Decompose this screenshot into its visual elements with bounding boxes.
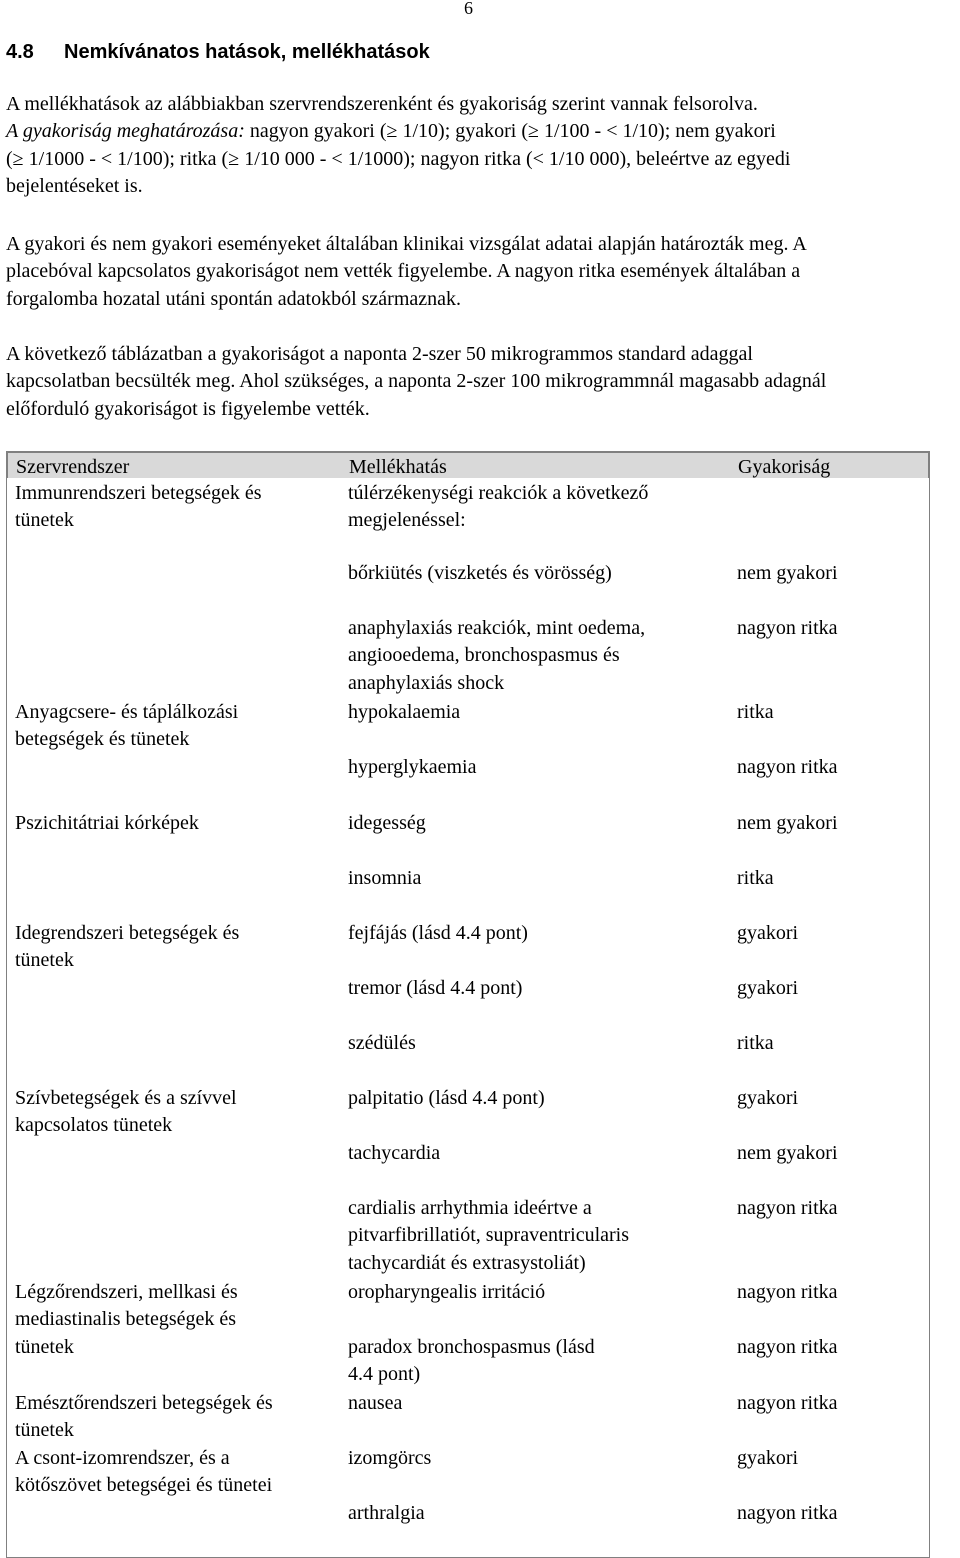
paragraph-line: kapcsolatban becsülték meg. Ahol szükséges, a naponta 2-szer 100 mikrogrammnál magasabb adagnál: [6, 370, 827, 393]
cell-line: kötőszövet betegségei és tünetei: [15, 1474, 273, 1497]
adverse-effect-cell: [348, 1140, 440, 1167]
paragraph-line: forgalomba hozatal utáni spontán adatokból származnak.: [6, 287, 462, 310]
cell-line: betegségek és tünetek: [15, 728, 190, 751]
intro-paragraph: [6, 91, 956, 201]
cell-line: nagyon ritka: [737, 617, 838, 639]
frequency-cell: [737, 920, 798, 947]
cell-line: paradox bronchospasmus (lásd: [348, 1336, 595, 1358]
adverse-effect-cell: [348, 480, 648, 535]
cell-line: cardialis arrhythmia ideértve a: [348, 1197, 592, 1219]
cell-line: ritka: [737, 701, 774, 723]
cell-line: Immunrendszeri betegségek és: [15, 482, 262, 504]
cell-line: kapcsolatos tünetek: [15, 1114, 173, 1137]
cell-line: gyakori: [737, 1087, 799, 1109]
cell-line: tremor (lásd 4.4 pont): [348, 977, 523, 999]
adverse-effect-cell: [348, 754, 476, 781]
cell-line: ritka: [737, 867, 774, 889]
dose-paragraph: [6, 341, 956, 423]
paragraph-line: A következő táblázatban a gyakoriságot a naponta 2-szer 50 mikrogrammos standard adaggal: [6, 343, 753, 365]
adverse-effect-cell: [348, 1030, 416, 1057]
frequency-cell: [737, 1140, 838, 1167]
cell-line: tachycardia: [348, 1142, 441, 1164]
adverse-effect-cell: [348, 615, 645, 697]
cell-line: túlérzékenységi reakciók a következő: [348, 482, 649, 504]
cell-line: bőrkiütés (viszketés és vörösség): [348, 562, 612, 584]
header-organ-system: Szervrendszer: [16, 456, 130, 478]
cell-line: szédülés: [348, 1032, 416, 1054]
adverse-effect-cell: [348, 560, 612, 587]
paragraph-line: A gyakori és nem gyakori eseményeket általában klinikai vizsgálat adatai alapján határozták meg. A: [6, 233, 807, 255]
cell-line: nem gyakori: [737, 562, 838, 584]
cell-line: tünetek: [15, 949, 74, 972]
cell-line: fejfájás (lásd 4.4 pont): [348, 922, 528, 944]
frequency-cell: [737, 754, 838, 781]
cell-line: nem gyakori: [737, 812, 838, 834]
frequency-cell: [737, 1085, 798, 1112]
frequency-cell: [737, 810, 838, 837]
cell-line: Anyagcsere- és táplálkozási: [15, 701, 239, 723]
cell-line: palpitatio (lásd 4.4 pont): [348, 1087, 545, 1109]
cell-line: pitvarfibrillatiót, supraventricularis: [348, 1224, 630, 1247]
intro-line: A mellékhatások az alábbiakban szervrendszerenként és gyakoriság szerint vannak felsorolva.: [6, 93, 758, 115]
adverse-effect-cell: [348, 699, 460, 726]
cell-line: angiooedema, bronchospasmus és: [348, 644, 620, 667]
adverse-effect-cell: [348, 1195, 629, 1277]
cell-line: gyakori: [737, 1447, 799, 1469]
cell-line: Idegrendszeri betegségek és: [15, 922, 240, 944]
cell-line: nausea: [348, 1392, 403, 1414]
cell-line: nagyon ritka: [737, 1502, 838, 1524]
intro-line: (≥ 1/1000 - < 1/100); ritka (≥ 1/10 000 - < 1/1000); nagyon ritka (< 1/10 000), beleértve az egyedi: [6, 147, 791, 170]
cell-line: nagyon ritka: [737, 1281, 838, 1303]
frequency-cell: [737, 1500, 838, 1527]
adverse-effect-cell: [348, 975, 522, 1002]
cell-line: Pszichitátriai kórképek: [15, 812, 199, 834]
frequency-definition-label: A gyakoriság meghatározása:: [6, 120, 245, 143]
adverse-effect-cell: [348, 1279, 545, 1306]
cell-line: anaphylaxiás reakciók, mint oedema,: [348, 617, 646, 639]
cell-line: tünetek: [15, 1335, 74, 1358]
frequency-cell: [737, 699, 774, 726]
cell-line: tünetek: [15, 1419, 74, 1442]
paragraph-line: előforduló gyakoriságot is figyelembe vették.: [6, 397, 370, 420]
cell-line: Emésztőrendszeri betegségek és: [15, 1392, 273, 1414]
adverse-effect-cell: [348, 1390, 402, 1417]
cell-line: nagyon ritka: [737, 1392, 838, 1414]
cell-line: nagyon ritka: [737, 1336, 838, 1358]
cell-line: hyperglykaemia: [348, 756, 477, 778]
cell-line: Légzőrendszeri, mellkasi és: [15, 1281, 238, 1303]
organ-system-cell: [15, 699, 238, 754]
cell-line: nagyon ritka: [737, 1197, 838, 1219]
frequency-cell: [737, 1445, 798, 1472]
cell-line: A csont-izomrendszer, és a: [15, 1447, 230, 1469]
adverse-effect-cell: [348, 1445, 431, 1472]
frequency-cell: [737, 1195, 838, 1222]
frequency-source-paragraph: [6, 231, 956, 313]
cell-line: gyakori: [737, 922, 799, 944]
cell-line: nem gyakori: [737, 1142, 838, 1164]
cell-line: insomnia: [348, 867, 422, 889]
table-header-row: [6, 451, 930, 478]
section-number: 4.8: [6, 41, 34, 63]
frequency-cell: [737, 975, 798, 1002]
organ-system-cell: [15, 810, 199, 837]
cell-line: arthralgia: [348, 1502, 425, 1524]
cell-line: idegesség: [348, 812, 426, 834]
cell-line: Szívbetegségek és a szívvel: [15, 1087, 237, 1109]
cell-line: 4.4 pont): [348, 1363, 421, 1386]
frequency-cell: [737, 1030, 774, 1057]
frequency-cell: [737, 615, 838, 642]
adverse-effect-cell: [348, 1085, 545, 1112]
frequency-cell: [737, 560, 838, 587]
page-number: 6: [464, 0, 473, 18]
frequency-cell: [737, 1390, 838, 1417]
header-frequency: Gyakoriság: [738, 456, 831, 478]
organ-system-cell: [15, 480, 262, 535]
organ-system-cell: [15, 1445, 272, 1500]
cell-line: ritka: [737, 1032, 774, 1054]
cell-line: hypokalaemia: [348, 701, 461, 723]
cell-line: nagyon ritka: [737, 756, 838, 778]
cell-line: mediastinalis betegségek és: [15, 1308, 237, 1331]
paragraph-line: placebóval kapcsolatos gyakoriságot nem vették figyelembe. A nagyon ritka események általában a: [6, 260, 801, 283]
section-heading: [6, 40, 430, 64]
cell-line: tachycardiát és extrasystoliát): [348, 1251, 586, 1274]
frequency-cell: [737, 1279, 838, 1306]
organ-system-cell: [15, 1390, 273, 1445]
adverse-effect-cell: [348, 1334, 595, 1389]
cell-line: megjelenéssel:: [348, 509, 466, 532]
frequency-definition: nagyon gyakori (≥ 1/10); gyakori (≥ 1/100 - < 1/10); nem gyakori: [244, 120, 776, 143]
frequency-cell: [737, 1334, 838, 1361]
adverse-effects-table: [6, 451, 930, 1558]
adverse-effect-cell: [348, 810, 426, 837]
intro-line: bejelentéseket is.: [6, 175, 143, 198]
organ-system-cell: [15, 1279, 238, 1361]
section-title: Nemkívánatos hatások, mellékhatások: [64, 41, 430, 63]
intro-line: [6, 118, 956, 145]
cell-line: anaphylaxiás shock: [348, 671, 505, 694]
organ-system-cell: [15, 1085, 237, 1140]
cell-line: tünetek: [15, 509, 74, 532]
frequency-cell: [737, 865, 774, 892]
cell-line: oropharyngealis irritáció: [348, 1281, 546, 1303]
table-body: [6, 478, 930, 1558]
organ-system-cell: [15, 920, 239, 975]
adverse-effect-cell: [348, 1500, 425, 1527]
cell-line: gyakori: [737, 977, 799, 999]
adverse-effect-cell: [348, 865, 421, 892]
cell-line: izomgörcs: [348, 1447, 432, 1469]
adverse-effect-cell: [348, 920, 528, 947]
header-adverse-effect: Mellékhatás: [349, 456, 447, 478]
